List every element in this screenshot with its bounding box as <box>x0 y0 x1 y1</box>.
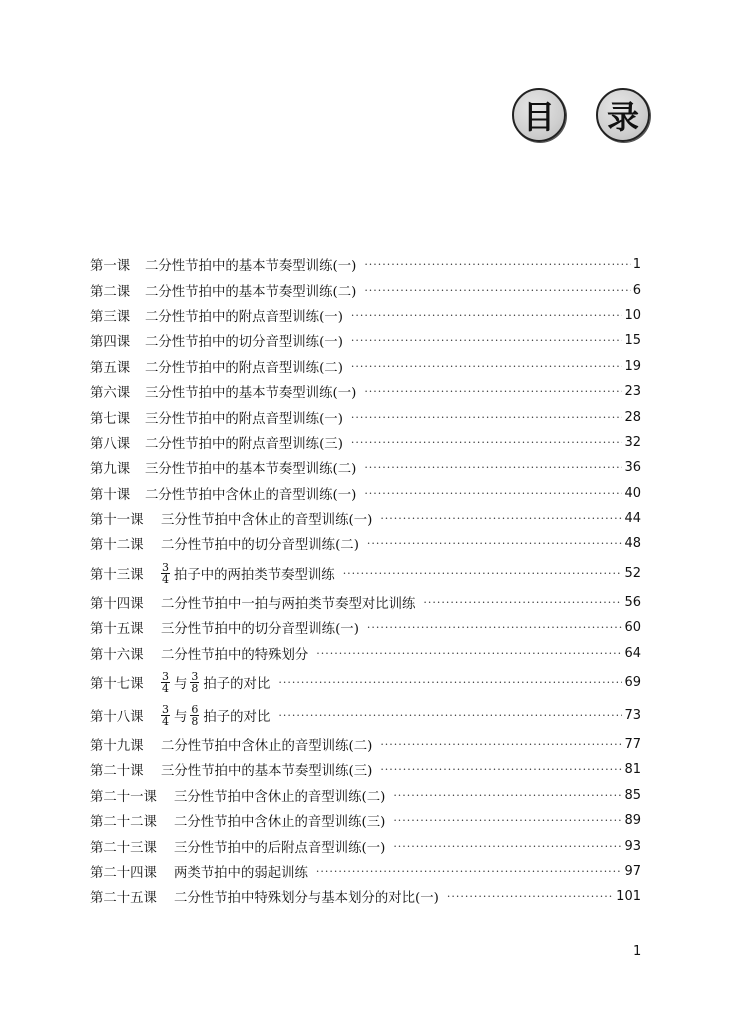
toc-page-number: 48 <box>624 536 641 552</box>
toc-page-number: 93 <box>624 838 641 854</box>
toc-topic-text: 二分性节拍中的特殊划分 <box>161 647 309 663</box>
toc-lesson-label: 第十八课 <box>90 709 144 725</box>
toc-lesson-label: 第二十三课 <box>90 840 157 856</box>
toc-entry[interactable] <box>90 557 641 590</box>
toc-entry[interactable] <box>90 783 641 808</box>
toc-entry[interactable] <box>90 666 641 699</box>
toc-topic-text: 二分性节拍中含休止的音型训练(三) <box>174 815 386 831</box>
toc-page-number: 64 <box>624 645 641 661</box>
toc-entry[interactable] <box>90 859 641 884</box>
toc-lesson-label: 第十三课 <box>90 567 144 583</box>
toc-topic <box>145 382 356 401</box>
dot-leader <box>380 763 622 776</box>
toc-entry[interactable] <box>90 808 641 833</box>
dot-leader <box>364 385 622 398</box>
dot-leader <box>364 487 622 500</box>
toc-topic-text: 二分性节拍中的附点音型训练(一) <box>145 309 343 325</box>
toc-topic-text: 三分性节拍中的附点音型训练(一) <box>145 411 343 427</box>
toc-entry[interactable] <box>90 354 641 379</box>
toc-lesson-label: 第二十课 <box>90 764 144 780</box>
fraction-denominator: 4 <box>162 714 169 728</box>
dot-leader <box>316 865 623 878</box>
toc-page-number: 97 <box>624 864 641 879</box>
toc-topic-text: 拍子的对比 <box>203 676 271 692</box>
toc-topic <box>145 281 356 300</box>
title-char-lu: 录 <box>596 88 650 142</box>
dot-leader <box>364 284 630 297</box>
toc-topic <box>145 306 343 325</box>
toc-topic-text: 二分性节拍中的基本节奏型训练(二) <box>145 284 357 300</box>
title-char-mu: 目 <box>512 88 566 142</box>
toc-topic <box>174 786 385 805</box>
time-signature-fraction <box>190 704 199 727</box>
dot-leader <box>364 258 630 271</box>
toc-lesson-label: 第四课 <box>90 335 131 351</box>
toc-topic-text: 三分性节拍中含休止的音型训练(一) <box>161 513 373 529</box>
toc-page-number: 1 <box>632 257 641 273</box>
dot-leader <box>316 647 622 660</box>
dot-leader <box>364 461 622 474</box>
dot-leader <box>278 676 622 689</box>
toc-topic <box>145 458 356 477</box>
toc-page-number: 101 <box>616 889 641 905</box>
toc-entry[interactable] <box>90 732 641 757</box>
fraction-numerator: 3 <box>191 669 199 683</box>
toc-page-number: 40 <box>624 485 641 501</box>
toc-lesson-label: 第十九课 <box>90 739 144 755</box>
toc-page-number: 77 <box>624 737 641 753</box>
toc-lesson-label: 第一课 <box>90 259 131 275</box>
toc-page-number: 15 <box>624 333 641 349</box>
toc-lesson-label: 第十课 <box>90 487 131 503</box>
toc-lesson-label: 第五课 <box>90 360 131 376</box>
toc-page-number: 32 <box>624 434 641 450</box>
toc-page-number: 89 <box>624 813 641 829</box>
fraction-denominator: 8 <box>191 681 199 695</box>
toc-lesson-label: 第二十一课 <box>90 789 157 805</box>
toc-topic-text: 二分性节拍中特殊划分与基本划分的对比(一) <box>174 891 439 907</box>
toc-page-number: 60 <box>624 620 641 636</box>
toc-topic <box>161 644 308 663</box>
dot-leader <box>351 334 623 347</box>
toc-topic-text: 三分性节拍中的基本节奏型训练(三) <box>161 764 373 780</box>
time-signature-fraction <box>161 671 170 694</box>
dot-leader <box>278 709 622 722</box>
fraction-denominator: 4 <box>162 572 169 586</box>
fraction-numerator: 3 <box>162 669 169 683</box>
page-number: 1 <box>633 944 642 959</box>
toc-topic <box>161 760 372 779</box>
toc-topic <box>161 618 359 637</box>
toc-page-number: 44 <box>624 511 641 527</box>
toc-entry[interactable] <box>90 615 641 640</box>
toc-entry[interactable] <box>90 430 641 455</box>
toc-entry[interactable] <box>90 757 641 782</box>
toc-page-number: 6 <box>632 282 641 298</box>
toc-entry[interactable] <box>90 833 641 858</box>
toc-topic-text: 三分性节拍中的基本节奏型训练(二) <box>145 462 357 478</box>
toc-topic <box>161 534 359 553</box>
toc-topic <box>145 331 343 350</box>
toc-topic <box>145 433 343 452</box>
dot-leader <box>351 436 623 449</box>
toc-entry[interactable] <box>90 699 641 732</box>
toc-topic <box>161 671 270 694</box>
toc-page-number: 36 <box>624 460 641 476</box>
toc-topic <box>174 862 308 881</box>
toc-entry[interactable] <box>90 884 641 909</box>
toc-lesson-label: 第十七课 <box>90 676 144 692</box>
toc-lesson-label: 第二课 <box>90 284 131 300</box>
toc-page-number: 81 <box>624 762 641 778</box>
dot-leader <box>380 738 622 751</box>
fraction-numerator: 3 <box>162 560 169 574</box>
toc-topic-text: 二分性节拍中的切分音型训练(一) <box>145 335 343 351</box>
dot-leader <box>423 596 622 609</box>
toc-topic <box>161 704 270 727</box>
fraction-denominator: 4 <box>162 681 169 695</box>
toc-page-number: 28 <box>624 409 641 425</box>
toc-lesson-label: 第十五课 <box>90 622 144 638</box>
toc-topic-text: 二分性节拍中的附点音型训练(二) <box>145 360 343 376</box>
toc-topic-text: 二分性节拍中含休止的音型训练(一) <box>145 487 357 503</box>
toc-topic-connector: 与 <box>174 709 188 725</box>
dot-leader <box>351 360 623 373</box>
toc-topic <box>174 887 439 906</box>
toc-topic-text: 三分性节拍中含休止的音型训练(二) <box>174 789 386 805</box>
toc-topic-text: 两类节拍中的弱起训练 <box>174 866 308 881</box>
toc-entry[interactable] <box>90 640 641 665</box>
toc-topic-text: 二分性节拍中含休止的音型训练(二) <box>161 739 373 755</box>
toc-entry[interactable] <box>90 531 641 556</box>
page-title <box>512 88 650 142</box>
fraction-denominator: 8 <box>191 714 199 728</box>
toc-entry[interactable] <box>90 404 641 429</box>
dot-leader <box>447 890 614 903</box>
toc-topic <box>145 408 343 427</box>
toc-topic-text: 三分性节拍中的基本节奏型训练(一) <box>145 386 357 402</box>
time-signature-fraction <box>190 671 199 694</box>
toc-page-number: 85 <box>624 787 641 803</box>
toc-topic-text: 拍子中的两拍类节奏型训练 <box>174 567 335 583</box>
fraction-numerator: 6 <box>191 702 199 716</box>
toc-page-number: 19 <box>624 358 641 374</box>
toc-lesson-label: 第八课 <box>90 436 131 452</box>
toc-topic <box>174 811 385 830</box>
toc-topic-text: 拍子的对比 <box>203 709 271 725</box>
dot-leader <box>393 840 622 853</box>
toc-topic <box>161 509 372 528</box>
toc-entry[interactable] <box>90 590 641 615</box>
toc-page-number: 69 <box>624 674 641 690</box>
toc-page-number: 73 <box>624 707 641 723</box>
toc-topic-text: 三分性节拍中的切分音型训练(一) <box>161 622 359 638</box>
toc-page-number: 10 <box>624 307 641 323</box>
dot-leader <box>380 512 622 525</box>
toc-topic-text: 二分性节拍中的基本节奏型训练(一) <box>145 259 357 275</box>
toc-topic <box>161 735 372 754</box>
toc-topic <box>174 837 385 856</box>
toc-lesson-label: 第十一课 <box>90 513 144 529</box>
toc-topic-text: 二分性节拍中一拍与两拍类节奏型对比训练 <box>161 596 416 612</box>
toc-lesson-label: 第二十五课 <box>90 891 157 907</box>
dot-leader <box>351 309 623 322</box>
toc-lesson-label: 第七课 <box>90 411 131 427</box>
toc-entry[interactable] <box>90 506 641 531</box>
toc-topic-connector: 与 <box>174 676 188 692</box>
dot-leader <box>393 789 622 802</box>
dot-leader <box>367 537 623 550</box>
toc-entry[interactable] <box>90 328 641 353</box>
toc-entry[interactable] <box>90 303 641 328</box>
toc-topic <box>145 255 356 274</box>
toc-lesson-label: 第十六课 <box>90 647 144 663</box>
toc-topic <box>145 357 343 376</box>
toc-topic-text: 二分性节拍中的附点音型训练(三) <box>145 436 343 452</box>
toc-page-number: 56 <box>624 594 641 610</box>
toc-topic-text: 三分性节拍中的后附点音型训练(一) <box>174 840 386 856</box>
time-signature-fraction <box>161 704 170 727</box>
toc-lesson-label: 第六课 <box>90 386 131 402</box>
toc-lesson-label: 第二十四课 <box>90 866 157 881</box>
toc-topic <box>161 562 335 585</box>
toc-lesson-label: 第三课 <box>90 309 131 325</box>
dot-leader <box>351 411 623 424</box>
toc-page-number: 23 <box>624 384 641 400</box>
toc-topic-text: 二分性节拍中的切分音型训练(二) <box>161 538 359 554</box>
fraction-numerator: 3 <box>162 702 169 716</box>
toc-lesson-label: 第九课 <box>90 462 131 478</box>
toc-topic <box>161 593 415 612</box>
toc-lesson-label: 第十二课 <box>90 538 144 554</box>
toc-entry[interactable] <box>90 481 641 506</box>
toc-entry[interactable] <box>90 277 641 302</box>
time-signature-fraction <box>161 562 170 585</box>
toc-entry[interactable] <box>90 379 641 404</box>
dot-leader <box>367 621 623 634</box>
toc-lesson-label: 第二十二课 <box>90 815 157 831</box>
toc-entry[interactable] <box>90 252 641 277</box>
dot-leader <box>343 567 623 580</box>
toc-lesson-label: 第十四课 <box>90 596 144 612</box>
toc-topic <box>145 484 356 503</box>
toc-page-number: 52 <box>624 565 641 581</box>
toc-entry[interactable] <box>90 455 641 480</box>
dot-leader <box>393 814 622 827</box>
table-of-contents <box>90 252 641 910</box>
